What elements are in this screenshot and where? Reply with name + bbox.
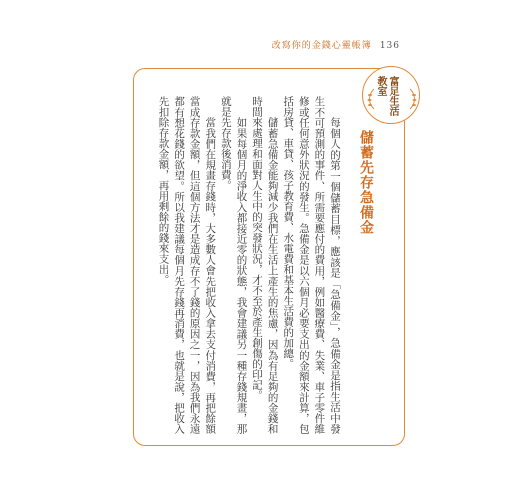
running-header — [272, 38, 400, 51]
section-badge — [362, 66, 420, 124]
badge-label: 富足生活教室 — [375, 76, 398, 116]
section-title: 儲蓄先存急備金 — [358, 130, 374, 235]
book-title: 改寫你的金錢心靈帳簿 — [271, 41, 372, 51]
paragraph: 每個人的第一個儲蓄目標，應該是「急備金」，急備金是指生活中發生不可預測的事件、所需要應付的費用，例如醫療費、失業、車子零件維修或任何意外狀況的發生。急備金是以六個月必要支出的金額來計算，包括房貸、車貸、孩子教育費、水電費和基本生活費的加總。 — [282, 96, 341, 434]
body-text — [142, 96, 342, 434]
paragraph: 如果每個月的淨收入都接近零的狀態，我會建議另一種存錢規畫，那就是先存款後消費。 — [219, 96, 248, 434]
page-number: 136 — [379, 41, 400, 51]
paragraph: 儲蓄急備金能夠減少我們在生活上產生的焦慮，因為有足夠的金錢和時間來處理和面對人生中的突發狀況，才不至於產生創傷的印記。 — [251, 96, 279, 434]
paragraph: 當我們在規畫存錢時，大多數人會先把收入拿去支付消費，再把餘額當成存款金額，但這個方法才是造成存不了錢的原因之一，因為我們永遠都有想花錢的欲望。所以我建議每個月先存錢再消費，也就是說，把收入先扣除存款金額，再用剩餘的錢來支出。 — [157, 96, 217, 434]
leaf-right-icon — [408, 87, 418, 111]
